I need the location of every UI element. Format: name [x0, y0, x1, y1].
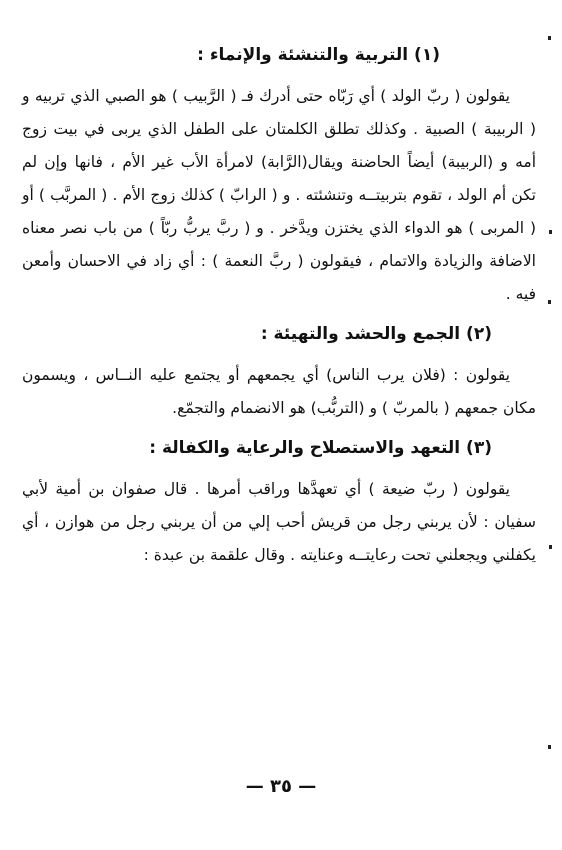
section-1-paragraph: يقولون ( ربّ الولد ) أي رَبّاه حتى أدرك فـ ( الرَّبيب ) هو الصبي الذي تربيه و ( الربيبة ) الصبية . وكذلك تطلق الكلمتان على الطفل الذي يربى في بيت زوج أمه و (الربيبة) أيضاً الحاضنة ويقال(الرَّابة) لامرأة الأب غير الأم ، فانها وإن لم تكن أم الولد ، تقوم بتربيتــه وتنشئته . و ( الرابّ ) كذلك زوج الأم . ( المربَّب ) أو ( المربى ) هو الدواء الذي يختزن ويدَّخر . و ( ربَّ يربُّ ربّاً ) من باب نصر معناه الاضافة والزيادة والاتمام ، فيقولون ( ربَّ النعمة ) : أي زاد في الاحسان وأمعن فيه . [22, 87, 536, 303]
scan-speck [548, 36, 551, 40]
section-heading-3: (٣) التعهد والاستصلاح والرعاية والكفالة : [149, 438, 492, 458]
text-block [22, 40, 536, 582]
scan-speck [549, 545, 552, 549]
scan-speck [548, 745, 551, 749]
section-3-paragraph: يقولون ( ربّ ضيعة ) أي تعهدَّها وراقب أمرها . قال صفوان بن أمية لأبي سفيان : لأن يربني رجل من قريش أحب إلي من أن يربني رجل من هوازن ، أي يكفلني ويجعلني تحت رعايتــه وعنايته . وقال علقمة بن عبدة : [22, 480, 536, 564]
scan-speck [548, 300, 551, 304]
section-heading-2: (٢) الجمع والحشد والتهيئة : [260, 324, 492, 344]
section-2-paragraph: يقولون : (فلان يرب الناس) أي يجمعهم أو يجتمع عليه النــاس ، ويسمون مكان جمعهم ( بالمربّ ) و (التربُّب) هو الانضمام والتجمّع. [22, 366, 536, 417]
scan-speck [549, 230, 552, 234]
section-heading-1: (١) التربية والتنشئة والإنماء : [197, 45, 440, 65]
page-number: — ٣٥ — [245, 776, 317, 797]
